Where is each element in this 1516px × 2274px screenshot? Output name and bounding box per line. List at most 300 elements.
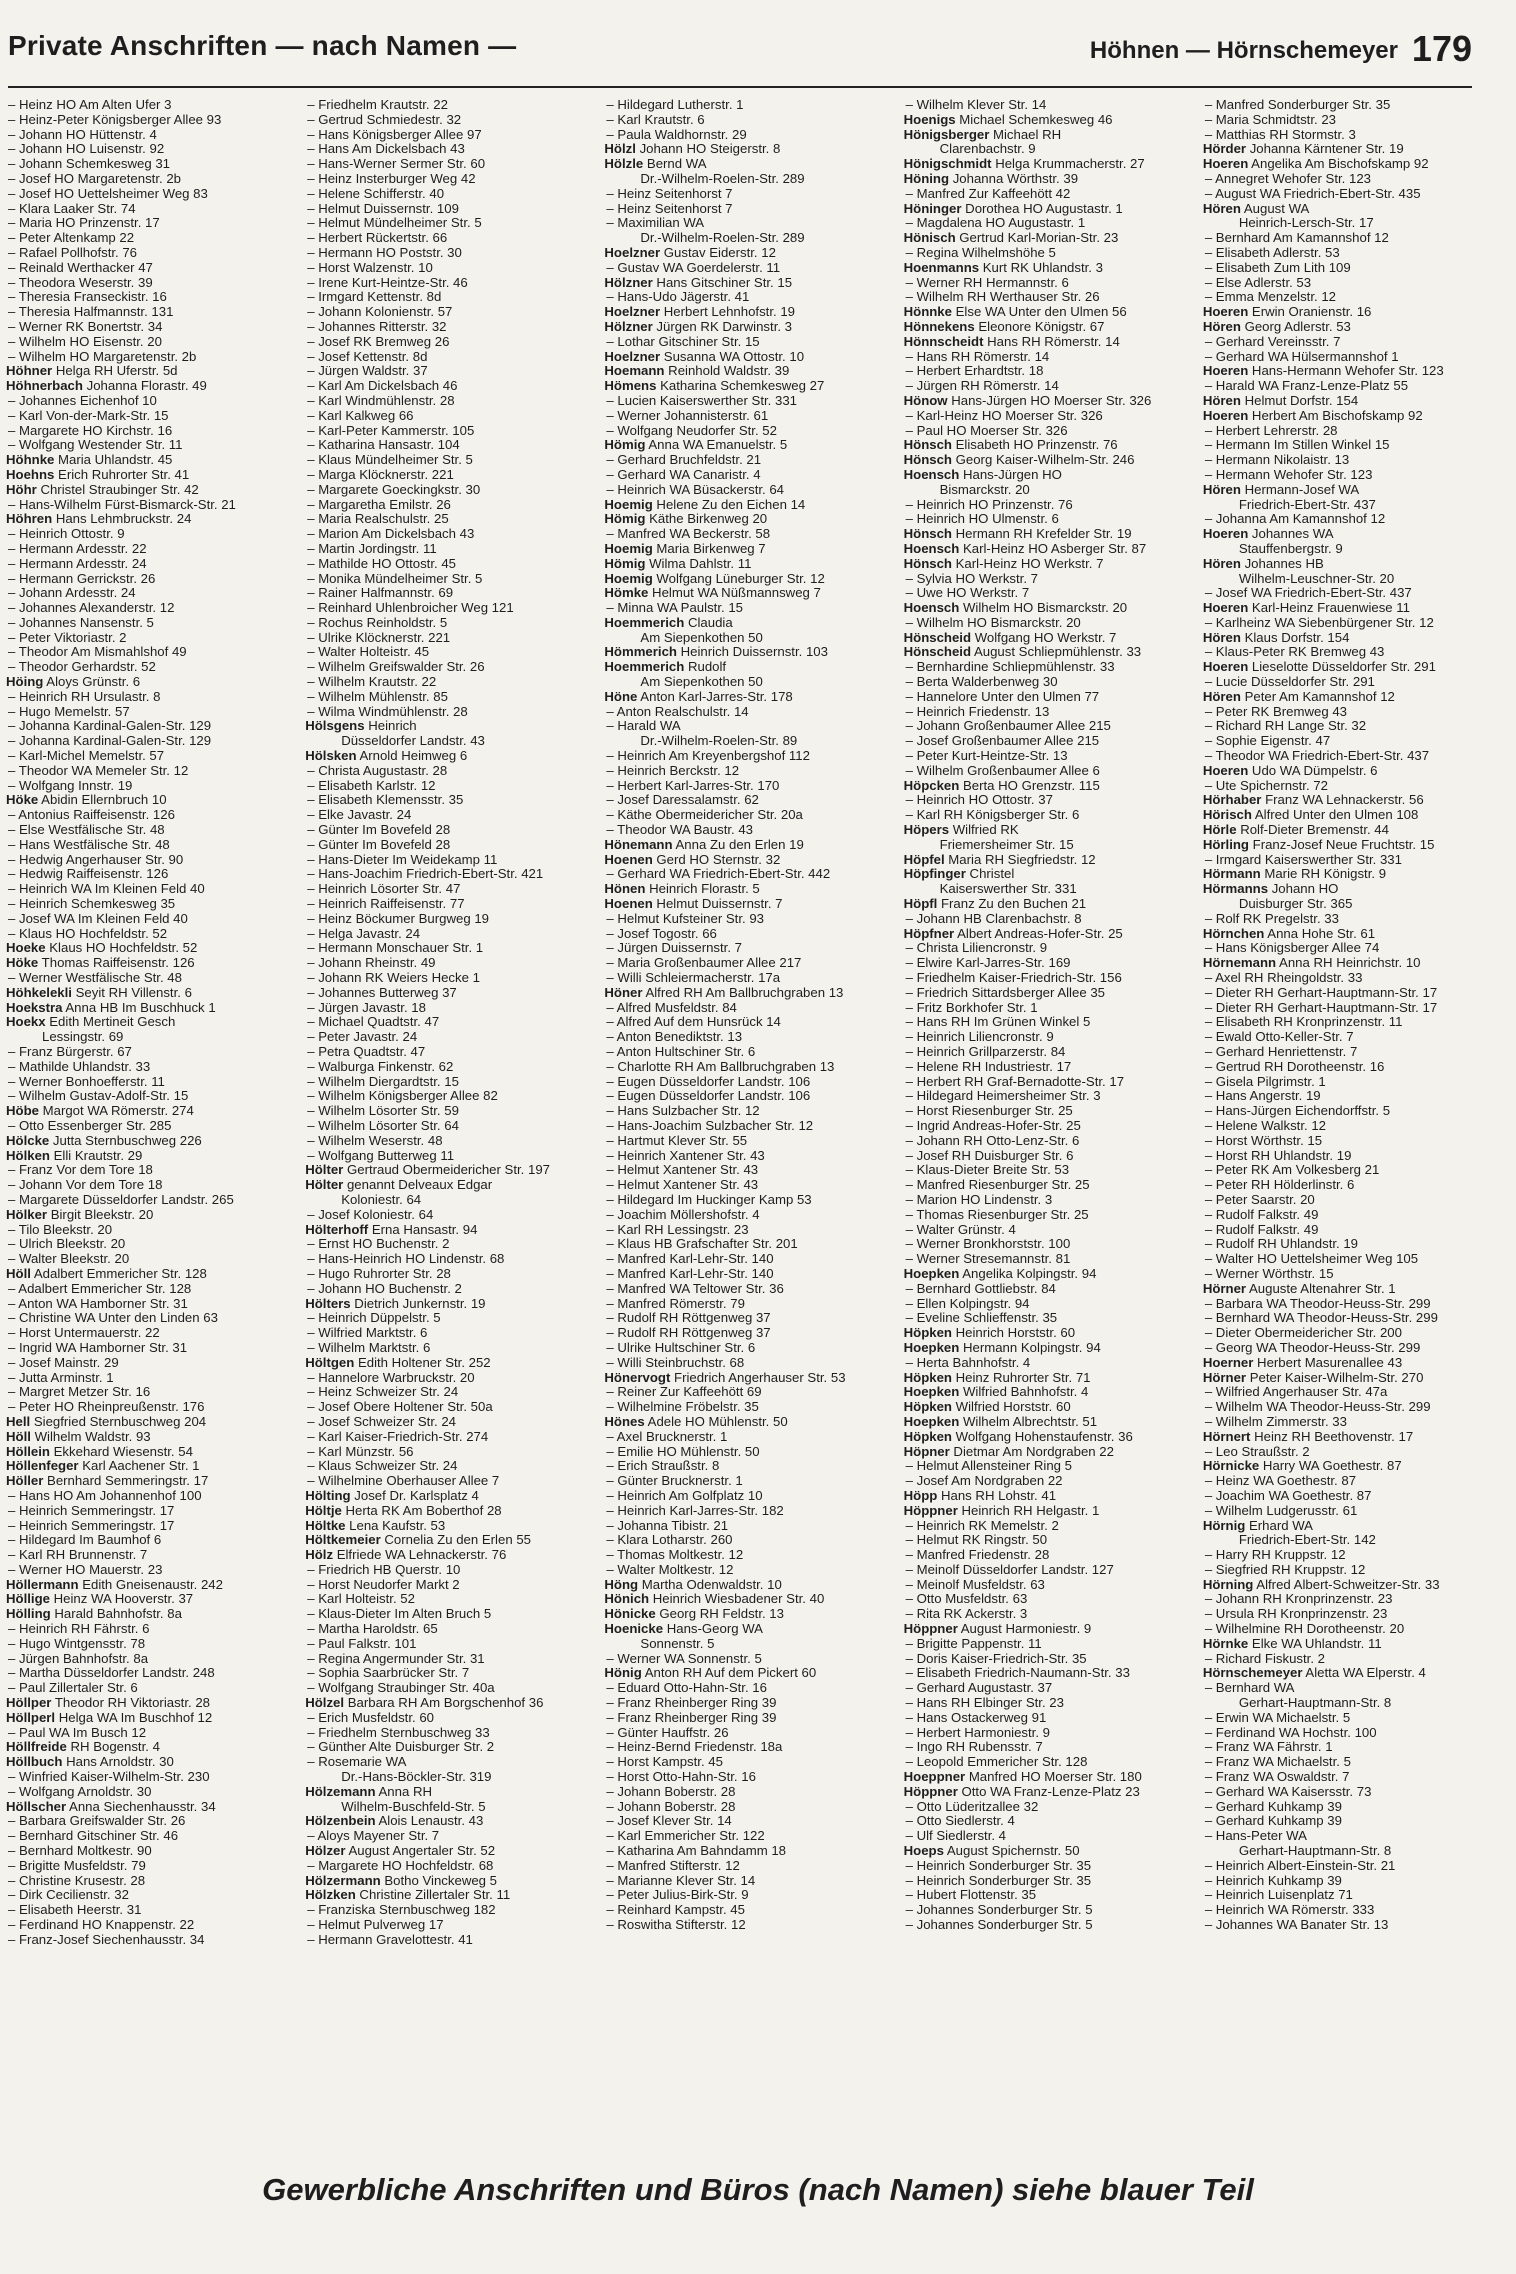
directory-entry: – Eveline Schlieffenstr. 35 (905, 1311, 1058, 1326)
directory-entry: – Hermann Wehofer Str. 123 (1204, 467, 1373, 482)
directory-entry: – Horst Wörthstr. 15 (1204, 1133, 1323, 1148)
directory-entry: – Helmut Pulverweg 17 (307, 1918, 444, 1933)
directory-entry: – Walter Bleekstr. 20 (8, 1252, 130, 1267)
directory-entry: Clarenbachstr. 9 (939, 142, 1036, 157)
directory-entry: – Wilma Windmühlenstr. 28 (307, 704, 468, 719)
directory-entry: – Friedrich HB Querstr. 10 (307, 1562, 461, 1577)
directory-entry: Höllermann Edith Gneisenaustr. 242 (6, 1577, 223, 1592)
directory-entry: – Joachim WA Goethestr. 87 (1204, 1488, 1372, 1503)
directory-entry: – Theodor WA Baustr. 43 (606, 823, 754, 838)
directory-entry: Hoekx Edith Mertineit Gesch (6, 1015, 176, 1030)
directory-entry: Hölzner Hans Gitschiner Str. 15 (604, 275, 793, 290)
directory-entry: – Thomas Moltkestr. 12 (606, 1548, 744, 1563)
directory-entry: – Karl Windmühlenstr. 28 (307, 393, 455, 408)
directory-entry: – Lucie Düsseldorfer Str. 291 (1204, 675, 1375, 690)
directory-entry: – Josef WA Friedrich-Ebert-Str. 437 (1204, 586, 1412, 601)
directory-entry: Höltkemeier Cornelia Zu den Erlen 55 (305, 1533, 531, 1548)
directory-entry: Hoelzner Herbert Lehnhofstr. 19 (604, 305, 795, 320)
directory-entry: – Joachim Möllershofstr. 4 (606, 1207, 760, 1222)
directory-entry: Hoekstra Anna HB Im Buschhuck 1 (6, 1000, 216, 1015)
directory-entry: Höhren Hans Lehmbruckstr. 24 (6, 512, 192, 527)
directory-entry: Hönervogt Friedrich Angerhauser Str. 53 (604, 1370, 846, 1385)
directory-entry: – Ferdinand WA Hochstr. 100 (1204, 1725, 1377, 1740)
directory-entry: – Ingo RH Rubensstr. 7 (905, 1740, 1043, 1755)
directory-entry: Hörisch Alfred Unter den Ulmen 108 (1202, 808, 1419, 823)
directory-entry: – Günter Im Bovefeld 28 (307, 837, 451, 852)
directory-entry: – Josef Kettenstr. 8d (307, 349, 428, 364)
directory-entry: – Wilhelm HO Margaretenstr. 2b (8, 349, 197, 364)
directory-entry: – Elisabeth Friedrich-Naumann-Str. 33 (905, 1666, 1130, 1681)
directory-entry: Düsseldorfer Landstr. 43 (341, 734, 485, 749)
footer-notice: Gewerbliche Anschriften und Büros (nach Namen) siehe blauer Teil (262, 2172, 1254, 2207)
directory-entry: – Sophia Saarbrücker Str. 7 (307, 1666, 470, 1681)
directory-entry: – Maria Realschulstr. 25 (307, 512, 449, 527)
directory-entry: – Fritz Borkhofer Str. 1 (905, 1000, 1038, 1015)
directory-entry: – Dieter RH Gerhart-Hauptmann-Str. 17 (1204, 985, 1438, 1000)
directory-entry: – Karl Am Dickelsbach 46 (307, 379, 458, 394)
directory-entry: – Horst Kampstr. 45 (606, 1755, 723, 1770)
directory-entry: – Wilhelm Gustav-Adolf-Str. 15 (8, 1089, 189, 1104)
directory-entry: Kaiserswerther Str. 331 (939, 882, 1077, 897)
directory-entry: – Theodora Weserstr. 39 (8, 275, 153, 290)
directory-entry: – Georg WA Theodor-Heuss-Str. 299 (1204, 1340, 1421, 1355)
directory-entry: – Willi Schleiermacherstr. 17a (606, 971, 781, 986)
directory-entry: Höke Abidin Ellernbruch 10 (6, 793, 167, 808)
directory-entry: – Heinz Seitenhorst 7 (606, 201, 733, 216)
directory-entry: Hoeke Klaus HO Hochfeldstr. 52 (6, 941, 198, 956)
directory-entry: Hoeren Karl-Heinz Frauenwiese 11 (1202, 601, 1410, 616)
directory-entry: – Brigitte Pappenstr. 11 (905, 1636, 1042, 1651)
directory-entry: – Theodor Am Mismahlshof 49 (8, 645, 187, 660)
directory-entry: – Heinrich Kuhkamp 39 (1204, 1873, 1342, 1888)
directory-entry: Hölcke Jutta Sternbuschweg 226 (6, 1133, 202, 1148)
directory-entry: – Wilfried Marktstr. 6 (307, 1326, 428, 1341)
column-3 (604, 98, 877, 2138)
directory-entry: – Hans-Wilhelm Fürst-Bismarck-Str. 21 (8, 497, 236, 512)
directory-entry: Hömmerich Heinrich Duissernstr. 103 (604, 645, 828, 660)
directory-entry: – Klaus HO Hochfeldstr. 52 (8, 926, 168, 941)
directory-entry: Hönnke Else WA Unter den Ulmen 56 (903, 305, 1127, 320)
directory-entry: – Else Adlerstr. 53 (1204, 275, 1312, 290)
directory-entry: – Wilhelm Zimmerstr. 33 (1204, 1414, 1347, 1429)
directory-entry: – Wilhelm Klever Str. 14 (905, 98, 1047, 112)
directory-entry: Hoepken Wilfried Bahnhofstr. 4 (903, 1385, 1089, 1400)
directory-entry: – Johanna Kardinal-Galen-Str. 129 (8, 719, 212, 734)
directory-entry: – Johann Rheinstr. 49 (307, 956, 436, 971)
directory-entry: – Werner Bonhoefferstr. 11 (8, 1074, 165, 1089)
directory-entry: Hoeren Lieselotte Düsseldorfer Str. 291 (1202, 660, 1436, 675)
directory-entry: Hören Peter Am Kamannshof 12 (1202, 689, 1395, 704)
directory-entry: – Gerhard Vereinsstr. 7 (1204, 334, 1341, 349)
directory-entry: Hönsch Elisabeth HO Prinzenstr. 76 (903, 438, 1118, 453)
directory-entry: – Peter RK Am Volkesberg 21 (1204, 1163, 1380, 1178)
directory-entry: – Wilhelm Großenbaumer Allee 6 (905, 763, 1100, 778)
directory-entry: Hoemig Maria Birkenweg 7 (604, 541, 766, 556)
directory-entry: – Johannes Alexanderstr. 12 (8, 601, 175, 616)
directory-entry: – Elisabeth RH Kronprinzenstr. 11 (1204, 1015, 1403, 1030)
directory-entry: Hörnke Elke WA Uhlandstr. 11 (1202, 1636, 1382, 1651)
directory-entry: – Christa Augustastr. 28 (307, 763, 448, 778)
directory-entry: – Meinolf Düsseldorfer Landstr. 127 (905, 1562, 1114, 1577)
directory-entry: – Gerhard Henriettenstr. 7 (1204, 1045, 1358, 1059)
directory-entry: Höne Anton Karl-Jarres-Str. 178 (604, 689, 793, 704)
directory-entry: Höllbuch Hans Arnoldstr. 30 (6, 1755, 174, 1770)
directory-entry: – Doris Kaiser-Friedrich-Str. 35 (905, 1651, 1087, 1666)
directory-entry: – Heinrich Karl-Jarres-Str. 182 (606, 1503, 784, 1518)
directory-entry: – Gerhard WA Kaisersstr. 73 (1204, 1784, 1372, 1799)
directory-entry: – Helene Schifferstr. 40 (307, 186, 445, 201)
directory-entry: – Josef Daressalamstr. 62 (606, 793, 759, 808)
directory-entry: Hölzner Jürgen RK Darwinstr. 3 (604, 319, 793, 334)
directory-entry: – Gerhard Bruchfeldstr. 21 (606, 453, 762, 468)
directory-entry: Hoemann Reinhold Waldstr. 39 (604, 364, 790, 379)
directory-entry: Hoelzner Susanna WA Ottostr. 10 (604, 349, 805, 364)
directory-entry: – Paul Zillertaler Str. 6 (8, 1681, 138, 1696)
directory-entry: – Dieter RH Gerhart-Hauptmann-Str. 17 (1204, 1000, 1438, 1015)
directory-entry: – Martha Düsseldorfer Landstr. 248 (8, 1666, 215, 1681)
directory-entry: – Christa Liliencronstr. 9 (905, 941, 1048, 956)
directory-entry: – Friedhelm Kaiser-Friedrich-Str. 156 (905, 971, 1122, 986)
directory-entry: – Herbert RH Graf-Bernadotte-Str. 17 (905, 1074, 1125, 1089)
directory-entry: – Johannes Eichenhof 10 (8, 393, 157, 408)
directory-entry: Hörning Alfred Albert-Schweitzer-Str. 33 (1202, 1577, 1440, 1592)
directory-entry: – Heinrich Am Golfplatz 10 (606, 1488, 763, 1503)
directory-entry: – Mathilde HO Ottostr. 45 (307, 556, 456, 571)
directory-entry: Hömig Anna WA Emanuelstr. 5 (604, 438, 788, 453)
directory-entry: – Margret Metzer Str. 16 (8, 1385, 151, 1400)
directory-entry: – Richard RH Lange Str. 32 (1204, 719, 1367, 734)
directory-entry: Hörnicke Harry WA Goethestr. 87 (1202, 1459, 1402, 1474)
directory-entry: Höke Thomas Raiffeisenstr. 126 (6, 956, 195, 971)
directory-entry: – Minna WA Paulstr. 15 (606, 601, 743, 616)
directory-entry: Hölter genannt Delveaux Edgar (305, 1178, 493, 1193)
directory-entry: – Walter HO Uettelsheimer Weg 105 (1204, 1252, 1419, 1267)
directory-entry: Hörling Franz-Josef Neue Fruchtstr. 15 (1202, 837, 1435, 852)
directory-entry: Höhner Helga RH Uferstr. 5d (6, 364, 178, 379)
directory-entry: – Karl Von-der-Mark-Str. 15 (8, 408, 169, 423)
directory-entry: – Ursula RH Kronprinzenstr. 23 (1204, 1607, 1388, 1622)
directory-entry: – Rudolf Falkstr. 49 (1204, 1222, 1319, 1237)
directory-entry: – Horst Neudorfer Markt 2 (307, 1577, 460, 1592)
directory-entry: – Peter RK Bremweg 43 (1204, 704, 1348, 719)
directory-entry: – Walter Grünstr. 4 (905, 1222, 1016, 1237)
directory-entry: – Walter Holteistr. 45 (307, 645, 430, 660)
directory-entry: Hörhaber Franz WA Lehnackerstr. 56 (1202, 793, 1424, 808)
directory-entry: – Helmut Mündelheimer Str. 5 (307, 216, 482, 231)
directory-entry: – Johannes Nansenstr. 5 (8, 615, 154, 630)
directory-entry: – Reinald Werthacker 47 (8, 260, 153, 275)
directory-entry: – Herbert Rückertstr. 66 (307, 231, 448, 246)
directory-entry: – Winfried Kaiser-Wilhelm-Str. 230 (8, 1770, 210, 1785)
directory-entry: – Karl Kaiser-Friedrich-Str. 274 (307, 1429, 489, 1444)
directory-entry: Höllein Ekkehard Wiesenstr. 54 (6, 1444, 193, 1459)
directory-entry: – Manfred Stifterstr. 12 (606, 1858, 740, 1873)
directory-entry: Hönemann Anna Zu den Erlen 19 (604, 837, 804, 852)
directory-entry: – Hans-Peter WA (1204, 1829, 1307, 1844)
directory-entry: – Manfred Sonderburger Str. 35 (1204, 98, 1391, 112)
directory-entry: – Franz Vor dem Tore 18 (8, 1163, 153, 1178)
directory-entry: – Margarete Düsseldorfer Landstr. 265 (8, 1192, 234, 1207)
directory-entry: – Ulf Siedlerstr. 4 (905, 1829, 1007, 1844)
directory-entry: – Wilhelm Lösorter Str. 64 (307, 1118, 459, 1133)
directory-entry: – Otto Lüderitzallee 32 (905, 1799, 1039, 1814)
directory-entry: – Heinrich WA Büsackerstr. 64 (606, 482, 785, 497)
directory-entry: Hönigsberger Michael RH (903, 127, 1062, 142)
directory-entry: – Johann HO Buchenstr. 2 (307, 1281, 462, 1296)
directory-entry: – Heinrich Albert-Einstein-Str. 21 (1204, 1858, 1396, 1873)
directory-entry: – Elisabeth Klemensstr. 35 (307, 793, 464, 808)
directory-entry: – Wilhelmine Fröbelstr. 35 (606, 1400, 759, 1415)
directory-entry: – Margarete HO Hochfeldstr. 68 (307, 1858, 494, 1873)
directory-entry: – Ingrid Andreas-Hofer-Str. 25 (905, 1118, 1081, 1133)
directory-entry: – Gerhard WA Friedrich-Ebert-Str. 442 (606, 867, 831, 882)
directory-entry: – Helene RH Industriestr. 17 (905, 1059, 1072, 1074)
directory-entry: Friedrich-Ebert-Str. 437 (1238, 497, 1376, 512)
directory-entry: – Rudolf RH Röttgenweg 37 (606, 1326, 771, 1341)
directory-entry: Heinrich-Lersch-Str. 17 (1238, 216, 1374, 231)
directory-entry: – Heinrich Sonderburger Str. 35 (905, 1873, 1092, 1888)
directory-entry: Hoeren Herbert Am Bischofskamp 92 (1202, 408, 1423, 423)
directory-entry: – Hans Königsberger Allee 74 (1204, 941, 1380, 956)
directory-entry: – Walburga Finkenstr. 62 (307, 1059, 454, 1074)
directory-entry: – Heinz Insterburger Weg 42 (307, 171, 476, 186)
directory-entry: – Ernst HO Buchenstr. 2 (307, 1237, 450, 1252)
page-number: 179 (1411, 28, 1472, 69)
directory-entry: – Horst RH Uhlandstr. 19 (1204, 1148, 1352, 1163)
directory-entry: – Charlotte RH Am Ballbruchgraben 13 (606, 1059, 835, 1074)
directory-entry: – Heinrich WA Im Kleinen Feld 40 (8, 882, 205, 897)
directory-entry: – Johann Kolonienstr. 57 (307, 305, 453, 320)
directory-entry: Hörmann Marie RH Königstr. 9 (1202, 867, 1387, 882)
directory-entry: – Hans RH Römerstr. 14 (905, 349, 1050, 364)
directory-entry: Hönnekens Eleonore Königstr. 67 (903, 319, 1105, 334)
directory-entry: Höpfl Franz Zu den Buchen 21 (903, 897, 1087, 912)
directory-entry: – Axel Brucknerstr. 1 (606, 1429, 728, 1444)
directory-entry: – Eugen Düsseldorfer Landstr. 106 (606, 1089, 811, 1104)
directory-entry: – Gerhard Kuhkamp 39 (1204, 1814, 1342, 1829)
directory-entry: – Heinrich Schemkesweg 35 (8, 897, 176, 912)
directory-entry: Hoenicke Hans-Georg WA (604, 1622, 763, 1637)
directory-entry: Hönisch Gertrud Karl-Morian-Str. 23 (903, 231, 1119, 246)
directory-entry: Höhnerbach Johanna Florastr. 49 (6, 379, 207, 394)
directory-entry: Hönig Anton RH Auf dem Pickert 60 (604, 1666, 817, 1681)
directory-entry: Hoelzner Gustav Eiderstr. 12 (604, 245, 776, 260)
directory-entry: – Monika Mündelheimer Str. 5 (307, 571, 483, 586)
directory-entry: – Horst Otto-Hahn-Str. 16 (606, 1770, 756, 1785)
directory-entry: – Heinz WA Goethestr. 87 (1204, 1474, 1357, 1489)
directory-entry: – Jürgen Duissernstr. 7 (606, 941, 743, 956)
directory-entry: – Johann Vor dem Tore 18 (8, 1178, 163, 1193)
directory-entry: – Hans-Heinrich HO Lindenstr. 68 (307, 1252, 505, 1267)
directory-entry: Hörnert Heinz RH Beethovenstr. 17 (1202, 1429, 1414, 1444)
directory-entry: – Christine Krusestr. 28 (8, 1873, 146, 1888)
directory-entry: – Bernhard Gitschiner Str. 46 (8, 1829, 179, 1844)
directory-entry: – Paul HO Moerser Str. 326 (905, 423, 1068, 438)
directory-columns (6, 98, 1476, 2138)
directory-entry: Höninger Dorothea HO Augustastr. 1 (903, 201, 1123, 216)
directory-entry: Hönscheid Wolfgang HO Werkstr. 7 (903, 630, 1117, 645)
directory-entry: Höhnke Maria Uhlandstr. 45 (6, 453, 173, 468)
directory-entry: Hölsken Arnold Heimweg 6 (305, 749, 468, 764)
directory-entry: – Dirk Cecilienstr. 32 (8, 1888, 129, 1903)
directory-entry: – Josef Obere Holtener Str. 50a (307, 1400, 493, 1415)
directory-entry: – Jürgen Javastr. 18 (307, 1000, 426, 1015)
directory-entry: – Johanna Tibistr. 21 (606, 1518, 729, 1533)
directory-entry: – Heinrich RH Fährstr. 6 (8, 1622, 150, 1637)
directory-entry: Hoeren Udo WA Dümpelstr. 6 (1202, 763, 1378, 778)
directory-entry: – Peter HO Rheinpreußenstr. 176 (8, 1400, 205, 1415)
directory-entry: – Regina Angermunder Str. 31 (307, 1651, 485, 1666)
directory-entry: Hölzer August Angertaler Str. 52 (305, 1844, 496, 1859)
directory-entry: – Hildegard Lutherstr. 1 (606, 98, 744, 112)
directory-entry: – Elisabeth Heerstr. 31 (8, 1903, 142, 1918)
directory-entry: – Günter Im Bovefeld 28 (307, 823, 451, 838)
directory-entry: – Anton Hultschiner Str. 6 (606, 1045, 756, 1059)
directory-entry: – Werner RH Hermannstr. 6 (905, 275, 1069, 290)
directory-entry: – Johannes Ritterstr. 32 (307, 319, 447, 334)
directory-entry: – Hildegard Heimersheimer Str. 3 (905, 1089, 1101, 1104)
directory-entry: – Heinrich Ottostr. 9 (8, 527, 125, 542)
directory-entry: – Matthias RH Stormstr. 3 (1204, 127, 1356, 142)
directory-entry: – Marga Klöcknerstr. 221 (307, 467, 454, 482)
directory-entry: – Johannes WA Banater Str. 13 (1204, 1918, 1389, 1933)
directory-entry: – Heinrich Xantener Str. 43 (606, 1148, 765, 1163)
directory-entry: – Johann Boberstr. 28 (606, 1784, 736, 1799)
directory-entry: – Emilie HO Mühlenstr. 50 (606, 1444, 760, 1459)
directory-entry: – Josef RK Bremweg 26 (307, 334, 450, 349)
directory-entry: – Günther Alte Duisburger Str. 2 (307, 1740, 495, 1755)
directory-entry: Hönsch Karl-Heinz HO Werkstr. 7 (903, 556, 1104, 571)
directory-entry: – Helmut Allensteiner Ring 5 (905, 1459, 1073, 1474)
directory-entry: – Rafael Pollhofstr. 76 (8, 245, 138, 260)
directory-entry: Höpken Heinrich Horststr. 60 (903, 1326, 1076, 1341)
directory-entry: Lessingstr. 69 (42, 1030, 124, 1045)
directory-entry: – Hans HO Am Johannenhof 100 (8, 1488, 202, 1503)
directory-entry: – Harald WA Franz-Lenze-Platz 55 (1204, 379, 1409, 394)
directory-entry: – Heinz Seitenhorst 7 (606, 186, 733, 201)
directory-entry: – Maximilian WA (606, 216, 705, 231)
directory-entry: – Josef Am Nordgraben 22 (905, 1474, 1063, 1489)
directory-entry: – Jutta Arminstr. 1 (8, 1370, 114, 1385)
directory-entry: – Maria HO Prinzenstr. 17 (8, 216, 160, 231)
directory-entry: Hölz Elfriede WA Lehnackerstr. 76 (305, 1548, 507, 1563)
directory-entry: – Hermann HO Poststr. 30 (307, 245, 462, 260)
directory-entry: – Karl RH Lessingstr. 23 (606, 1222, 749, 1237)
directory-entry: – Hermann Gerrickstr. 26 (8, 571, 156, 586)
directory-entry: – Else Westfälische Str. 48 (8, 823, 165, 838)
directory-entry: – Hugo Memelstr. 57 (8, 704, 130, 719)
directory-entry: Hoenen Helmut Duissernstr. 7 (604, 897, 783, 912)
directory-entry: Hoeren Johannes WA (1202, 527, 1334, 542)
directory-entry: – Sophie Eigenstr. 47 (1204, 734, 1331, 749)
directory-entry: – Wilfried Angerhauser Str. 47a (1204, 1385, 1388, 1400)
directory-entry: Höltgen Edith Holtener Str. 252 (305, 1355, 491, 1370)
directory-entry: Hoensch Hans-Jürgen HO (903, 467, 1062, 482)
directory-entry: – Heinz Böckumer Burgweg 19 (307, 911, 489, 926)
directory-entry: Hoemig Helene Zu den Eichen 14 (604, 497, 806, 512)
directory-entry: – Annegret Wehofer Str. 123 (1204, 171, 1371, 186)
directory-entry: – Hildegard Im Baumhof 6 (8, 1533, 162, 1548)
directory-entry: – Friedhelm Sternbuschweg 33 (307, 1725, 490, 1740)
directory-entry: – Josef HO Margaretenstr. 2b (8, 171, 181, 186)
directory-entry: Höllige Heinz WA Hooverstr. 37 (6, 1592, 194, 1607)
directory-entry: – Elke Javastr. 24 (307, 808, 412, 823)
directory-entry: Hörnschemeyer Aletta WA Elperstr. 4 (1202, 1666, 1426, 1681)
directory-entry: – Elisabeth Zum Lith 109 (1204, 260, 1351, 275)
directory-entry: – Franz WA Michaelstr. 5 (1204, 1755, 1351, 1770)
directory-entry: – August WA Friedrich-Ebert-Str. 435 (1204, 186, 1421, 201)
page-header (8, 26, 1472, 88)
directory-entry: Höhkelekli Seyit RH Villenstr. 6 (6, 985, 192, 1000)
directory-entry: – Hubert Flottenstr. 35 (905, 1888, 1037, 1903)
directory-entry: – Sylvia HO Werkstr. 7 (905, 571, 1039, 586)
directory-entry: Hörnchen Anna Hohe Str. 61 (1202, 926, 1376, 941)
directory-entry: Höner Alfred RH Am Ballbruchgraben 13 (604, 985, 844, 1000)
directory-entry: – Heinrich Lösorter Str. 47 (307, 882, 461, 897)
directory-entry: – Franz WA Oswaldstr. 7 (1204, 1770, 1350, 1785)
directory-entry: – Mathilde Uhlandstr. 33 (8, 1059, 151, 1074)
directory-entry: Höpfel Maria RH Siegfriedstr. 12 (903, 852, 1096, 867)
directory-entry: – Jürgen RH Römerstr. 14 (905, 379, 1059, 394)
directory-entry: – Klara Lotharstr. 260 (606, 1533, 733, 1548)
directory-entry: – Hans-Udo Jägerstr. 41 (606, 290, 750, 305)
directory-entry: – Rainer Halfmannstr. 69 (307, 586, 454, 601)
directory-entry: – Theodor Gerhardstr. 52 (8, 660, 156, 675)
directory-entry: – Bernhard WA Theodor-Heuss-Str. 299 (1204, 1311, 1438, 1326)
directory-entry: – Johann RH Kronprinzenstr. 23 (1204, 1592, 1393, 1607)
directory-entry: – Hermann Im Stillen Winkel 15 (1204, 438, 1390, 453)
directory-entry: – Hannelore Unter den Ulmen 77 (905, 689, 1100, 704)
directory-entry: – Horst Untermauerstr. 22 (8, 1326, 160, 1341)
directory-entry: – Otto Siedlerstr. 4 (905, 1814, 1015, 1829)
directory-entry: – Emma Menzelstr. 12 (1204, 290, 1337, 305)
directory-entry: Hörner Auguste Altenahrer Str. 1 (1202, 1281, 1396, 1296)
directory-entry: – Christine WA Unter den Linden 63 (8, 1311, 218, 1326)
directory-entry: – Herbert Erhardtstr. 18 (905, 364, 1044, 379)
directory-entry: – Peter RH Hölderlinstr. 6 (1204, 1178, 1355, 1193)
directory-entry: – Thomas Riesenburger Str. 25 (905, 1207, 1089, 1222)
directory-entry: – Lucien Kaiserswerther Str. 331 (606, 393, 797, 408)
directory-entry: – Tilo Bleekstr. 20 (8, 1222, 113, 1237)
directory-entry: – Herta Bahnhofstr. 4 (905, 1355, 1031, 1370)
directory-entry: Gerhart-Hauptmann-Str. 8 (1238, 1844, 1392, 1859)
directory-entry: – Ellen Kolpingstr. 94 (905, 1296, 1030, 1311)
directory-entry: Sonnenstr. 5 (640, 1636, 715, 1651)
directory-entry: Hoepken Wilhelm Albrechtstr. 51 (903, 1414, 1098, 1429)
directory-entry: – Rudolf RH Uhlandstr. 19 (1204, 1237, 1359, 1252)
directory-entry: Hönsch Hermann RH Krefelder Str. 19 (903, 527, 1132, 542)
directory-entry: Hölken Elli Krautstr. 29 (6, 1148, 143, 1163)
directory-entry: – Klaus Mündelheimer Str. 5 (307, 453, 473, 468)
directory-entry: – Ingrid WA Hamborner Str. 31 (8, 1340, 188, 1355)
directory-entry: Koloniestr. 64 (341, 1192, 422, 1207)
directory-entry: – Theresia Franseckistr. 16 (8, 290, 167, 305)
directory-entry: Hören Johannes HB (1202, 556, 1324, 571)
column-2 (305, 98, 578, 2138)
directory-entry: – Erich Musfeldstr. 60 (307, 1710, 435, 1725)
directory-entry: Hölzl Johann HO Steigerstr. 8 (604, 142, 781, 157)
directory-entry: – Katharina Hansastr. 104 (307, 438, 460, 453)
directory-entry: Höpken Wilfried Horststr. 60 (903, 1400, 1071, 1415)
directory-entry: – Werner Johannisterstr. 61 (606, 408, 769, 423)
directory-entry: – Herbert Karl-Jarres-Str. 170 (606, 778, 780, 793)
directory-entry: Höpfner Albert Andreas-Hofer-Str. 25 (903, 926, 1123, 941)
directory-entry: – Käthe Obermeidericher Str. 20a (606, 808, 803, 823)
directory-entry: – Theodor WA Memeler Str. 12 (8, 763, 189, 778)
directory-entry: Hönes Adele HO Mühlenstr. 50 (604, 1414, 788, 1429)
directory-entry: – Karl-Heinz HO Moerser Str. 326 (905, 408, 1103, 423)
directory-entry: – Karl RH Königsberger Str. 6 (905, 808, 1080, 823)
